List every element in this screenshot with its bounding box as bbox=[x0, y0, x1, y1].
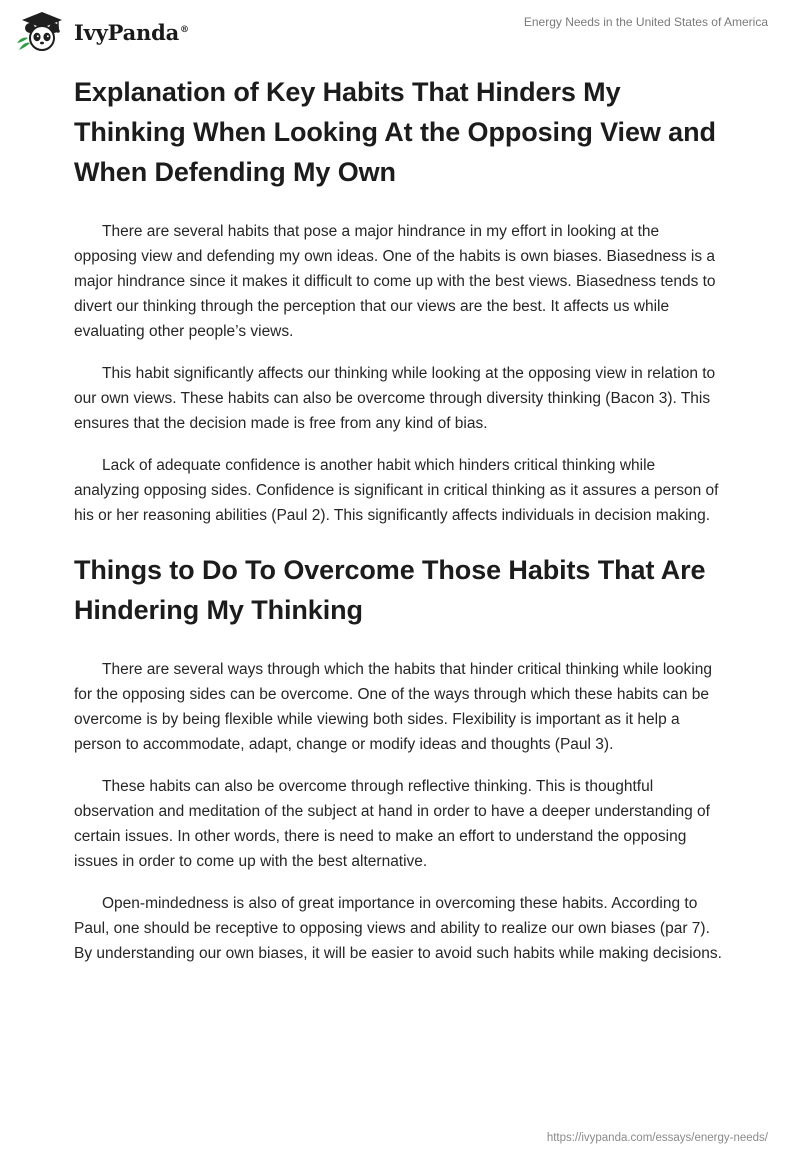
document-title: Energy Needs in the United States of America bbox=[523, 15, 768, 29]
ivypanda-logo[interactable] bbox=[16, 10, 189, 54]
paragraph: This habit significantly affects our thinking while looking at the opposing view in relation to our own views. These habits can also be overcome through diversity thinking (Bacon 3). This ensures that the decision made is free from any kind of bias. bbox=[74, 365, 716, 432]
paragraph: Open-mindedness is also of great importance in overcoming these habits. According to Paul, one should be receptive to opposing views and ability to realize our own biases (par 7). By understanding our own biases, it will be easier to avoid such habits while making decisions. bbox=[74, 895, 722, 962]
paragraph: Lack of adequate confidence is another habit which hinders critical thinking while analyzing opposing sides. Confidence is significant in critical thinking as it assures a person of his or her reasoning abilities (Paul 2). This significantly affects individuals in decision making. bbox=[74, 457, 719, 524]
page-header bbox=[0, 0, 800, 60]
paragraph: These habits can also be overcome through reflective thinking. This is thoughtful observation and meditation of the subject at hand in order to have a deeper understanding of certain issues. In other words, there is need to make an effort to understand the opposing issues in order to come up with the best alternative. bbox=[74, 778, 710, 870]
panda-graduation-cap-icon bbox=[16, 10, 68, 54]
section-heading-habits: Explanation of Key Habits That Hinders My Thinking When Looking At the Opposing View and When Defending My Own bbox=[74, 77, 716, 187]
article-body bbox=[74, 70, 724, 966]
paragraph: There are several habits that pose a major hindrance in my effort in looking at the opposing view and defending my own ideas. One of the habits is own biases. Biasedness is a major hindrance since it makes it difficult to come up with the best views. Biasedness tends to divert our thinking through the perception that our views are the best. It affects us while evaluating other people’s views. bbox=[74, 223, 716, 340]
registered-mark: ® bbox=[180, 24, 189, 35]
brand-name: IvyPanda® bbox=[74, 19, 189, 45]
section-heading-overcome: Things to Do To Overcome Those Habits That Are Hindering My Thinking bbox=[74, 555, 706, 625]
source-url-link[interactable]: https://ivypanda.com/essays/energy-needs/ bbox=[546, 1132, 768, 1144]
paragraph: There are several ways through which the habits that hinder critical thinking while looking for the opposing sides can be overcome. One of the ways through which these habits can be overcome is by being flexible while viewing both sides. Flexibility is important as it help a person to accommodate, adapt, change or modify ideas and thoughts (Paul 3). bbox=[74, 661, 712, 753]
